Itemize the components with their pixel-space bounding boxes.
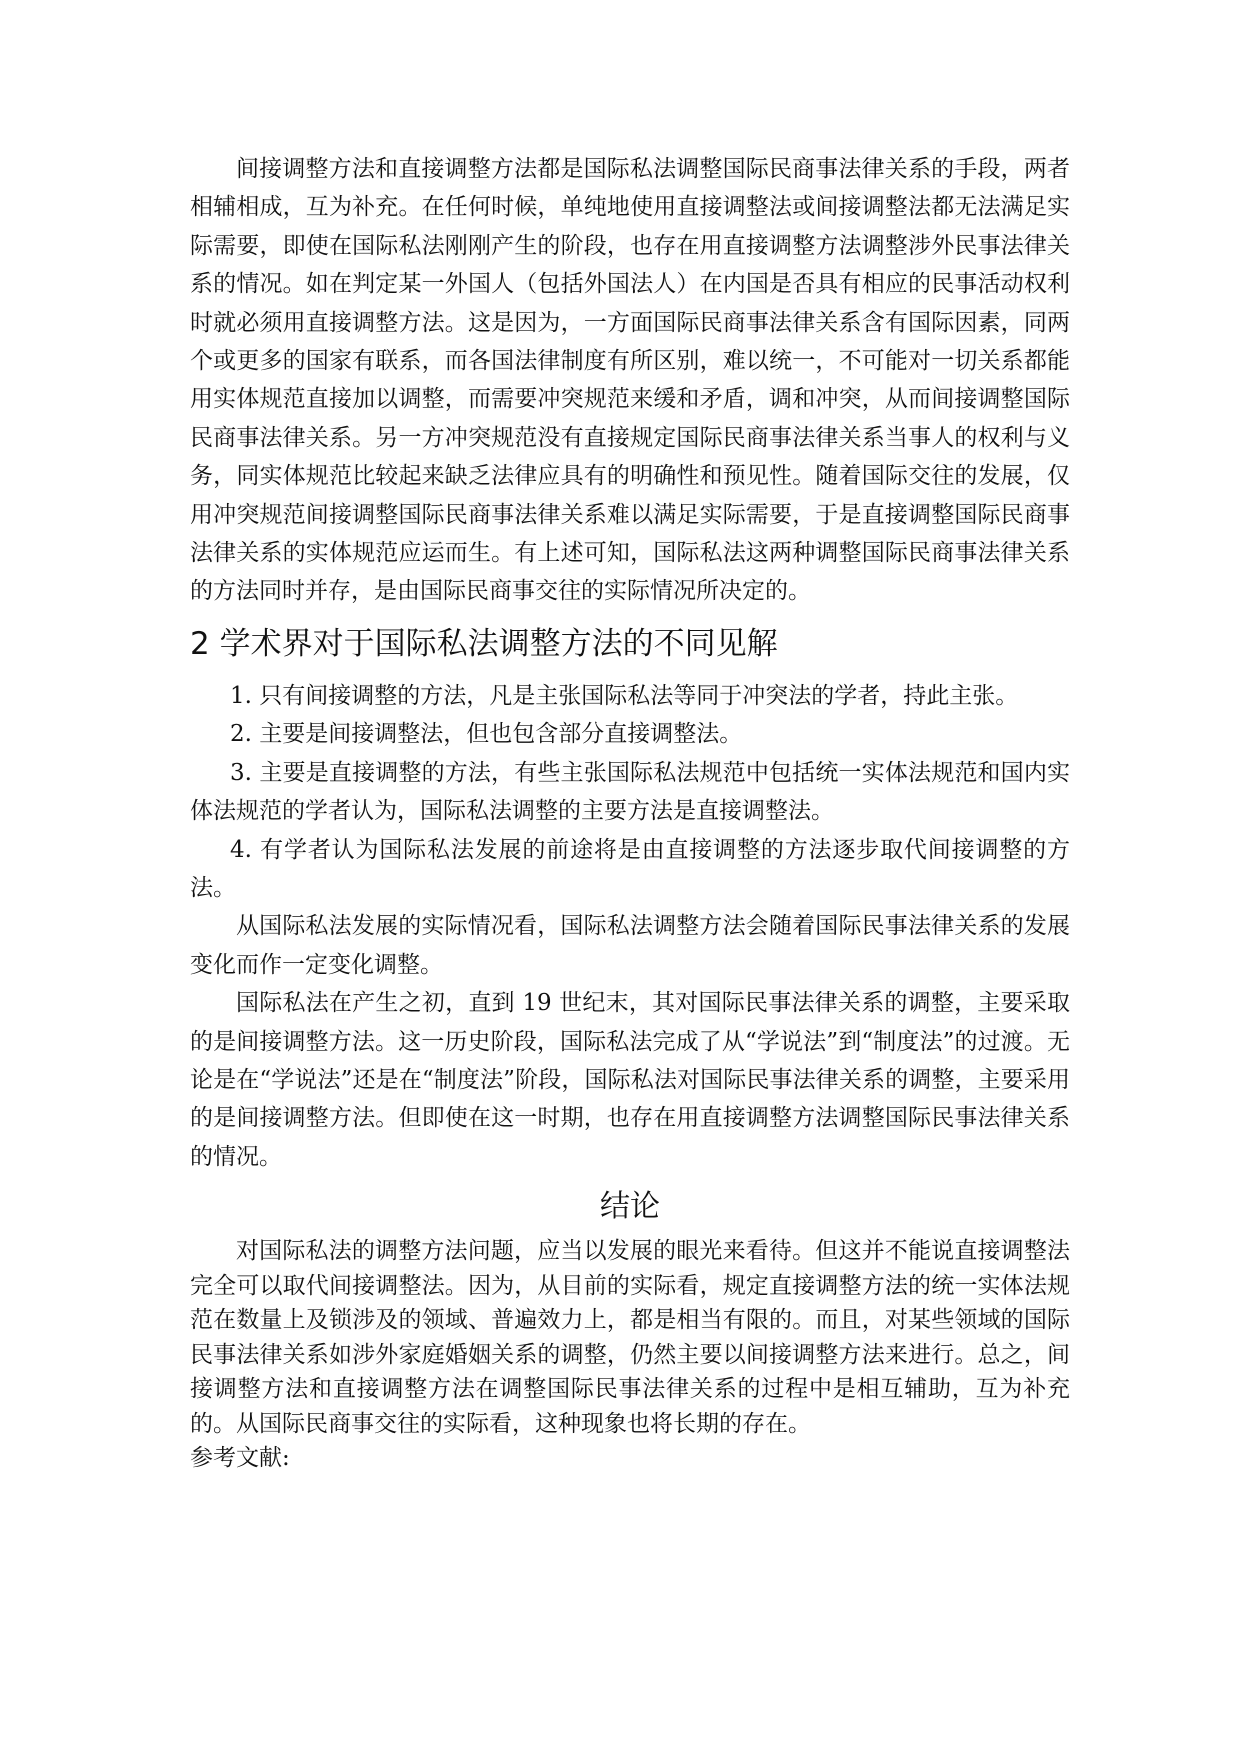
- document-page: [190, 150, 1070, 1476]
- conclusion-title: 结论: [600, 1189, 660, 1225]
- section-2-heading: 2 学术界对于国际私法调整方法的不同见解: [190, 625, 778, 662]
- intro-paragraph: 间接调整方法和直接调整方法都是国际私法调整国际民商事法律关系的手段，两者相辅相成，互为补充。在任何时候，单纯地使用直接调整法或间接调整法都无法满足实际需要，即使在国际私法刚刚产生的阶段，也存在用直接调整方法调整涉外民事法律关系的情况。如在判定某一外国人（包括外国法人）在内国是否具有相应的民事活动权利时就必须用直接调整方法。这是因为，一方面国际民商事法律关系含有国际因素，同两个或更多的国家有联系，而各国法律制度有所区别，难以统一，不可能对一切关系都能用实体规范直接加以调整，而需要冲突规范来缓和矛盾，调和冲突，从而间接调整国际民商事法律关系。另一方冲突规范没有直接规定国际民商事法律关系当事人的权利与义务，同实体规范比较起来缺乏法律应具有的明确性和预见性。随着国际交往的发展，仅用冲突规范间接调整国际民商事法律关系难以满足实际需要，于是直接调整国际民商事法律关系的实体规范应运而生。有上述可知，国际私法这两种调整国际民商事法律关系的方法同时并存，是由国际民商事交往的实际情况所决定的。: [190, 156, 1070, 605]
- body-paragraph: 从国际私法发展的实际情况看，国际私法调整方法会随着国际民事法律关系的发展变化而作一定变化调整。: [190, 913, 1070, 978]
- list-item: 3. 主要是直接调整的方法，有些主张国际私法规范中包括统一实体法规范和国内实体法规范的学者认为，国际私法调整的主要方法是直接调整法。: [190, 759, 1070, 825]
- conclusion-paragraph: 对国际私法的调整方法问题，应当以发展的眼光来看待。但这并不能说直接调整法完全可以取代间接调整法。因为，从目前的实际看，规定直接调整方法的统一实体法规范在数量上及锁涉及的领域、普遍效力上，都是相当有限的。而且，对某些领域的国际民事法律关系如涉外家庭婚姻关系的调整，仍然主要以间接调整方法来进行。总之，间接调整方法和直接调整方法在调整国际民事法律关系的过程中是相互辅助，互为补充的。从国际民商事交往的实际看，这种现象也将长期的存在。: [190, 1238, 1070, 1437]
- references-label: 参考文献:: [190, 1445, 290, 1472]
- list-item: 4. 有学者认为国际私法发展的前途将是由直接调整的方法逐步取代间接调整的方法。: [190, 836, 1070, 901]
- list-item: 2. 主要是间接调整法，但也包含部分直接调整法。: [230, 721, 743, 748]
- list-item: 1. 只有间接调整的方法，凡是主张国际私法等同于冲突法的学者，持此主张。: [230, 682, 1019, 709]
- body-paragraph: 国际私法在产生之初，直到 19 世纪末，其对国际民事法律关系的调整，主要采取的是间接调整方法。这一历史阶段，国际私法完成了从“学说法”到“制度法”的过渡。无论是在“学说法”还是在“制度法”阶段，国际私法对国际民事法律关系的调整，主要采用的是间接调整方法。但即使在这一时期，也存在用直接调整方法调整国际民事法律关系的情况。: [190, 990, 1070, 1170]
